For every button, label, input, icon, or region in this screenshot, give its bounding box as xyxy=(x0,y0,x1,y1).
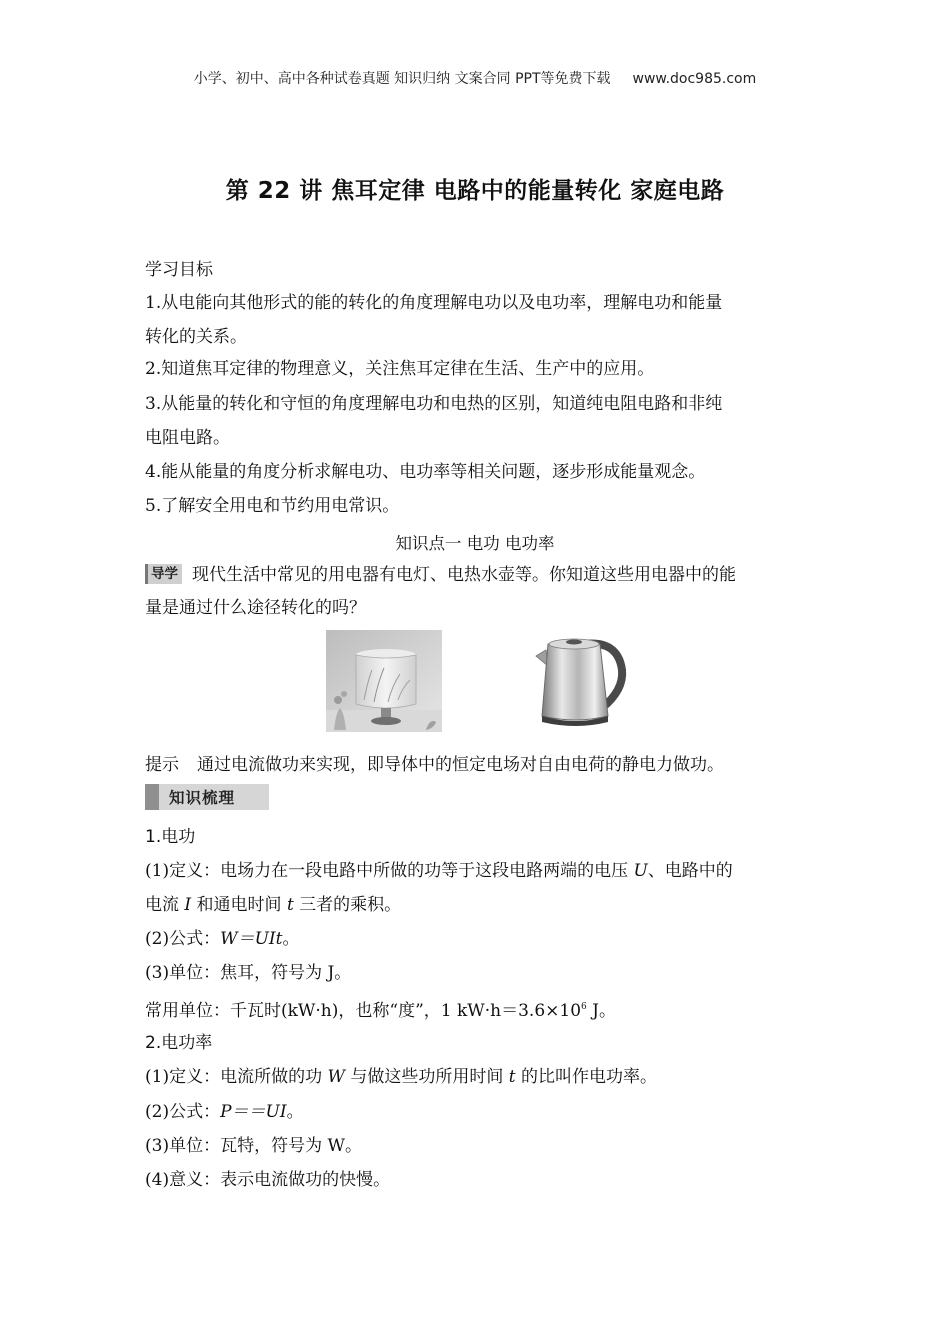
text-run: 。 xyxy=(286,1102,304,1122)
section-stripe xyxy=(145,784,159,810)
text-run: 与做这些功所用时间 xyxy=(344,1067,509,1087)
header-site[interactable]: www.doc985.com xyxy=(632,71,757,87)
objective-line: 转化的关系。 xyxy=(145,327,247,347)
var-u: U xyxy=(633,861,648,881)
guide-line-2: 量是通过什么途径转化的吗？ xyxy=(145,598,366,618)
var-t: t xyxy=(508,1067,516,1087)
text-run: (1)定义：电流所做的功 xyxy=(145,1067,328,1087)
var-w: W xyxy=(327,1067,345,1087)
text-run: 电流 xyxy=(145,895,185,915)
power-definition xyxy=(145,1065,657,1089)
guide-badge: 导学 xyxy=(145,564,182,584)
formula: P＝＝UI xyxy=(220,1102,287,1122)
work-unit: (3)单位：焦耳，符号为 J。 xyxy=(145,963,352,983)
work-common-unit xyxy=(145,995,616,1023)
power-meaning: (4)意义：表示电流做功的快慢。 xyxy=(145,1170,391,1190)
kettle-image xyxy=(526,630,630,730)
lamp-image xyxy=(326,630,442,732)
section-label: 知识梳理 xyxy=(169,789,236,807)
section-label-bar xyxy=(145,784,269,810)
power-formula xyxy=(145,1100,304,1124)
objective-line: 1.从电能向其他形式的能的转化的角度理解电功以及电功率，理解电功和能量 xyxy=(145,293,723,313)
var-i: I xyxy=(184,895,192,915)
guide-line-1 xyxy=(145,563,736,587)
guide-text: 现代生活中常见的用电器有电灯、电热水壶等。你知道这些用电器中的能 xyxy=(192,565,736,585)
objectives-heading: 学习目标 xyxy=(145,260,213,280)
work-definition-2 xyxy=(145,893,401,917)
power-heading: 2.电功率 xyxy=(145,1033,213,1053)
hint-text: 通过电流做功来实现，即导体中的恒定电场对自由电荷的静电力做功。 xyxy=(197,755,724,775)
text-run: 和通电时间 xyxy=(191,895,287,915)
work-definition-1 xyxy=(145,859,733,883)
text-run: 常用单位：千瓦时(kW·h)，也称“度”，1 kW·h＝3.6×10 xyxy=(145,1001,582,1021)
exponent: 6 xyxy=(581,1002,587,1012)
text-run: (2)公式： xyxy=(145,929,221,949)
objective-line: 电阻电路。 xyxy=(145,428,230,448)
knowledge-point-heading: 知识点一 电功 电功率 xyxy=(395,534,555,553)
power-unit: (3)单位：瓦特，符号为 W。 xyxy=(145,1136,362,1156)
hint-line xyxy=(145,750,724,775)
text-run: (1)定义：电场力在一段电路中所做的功等于这段电路两端的电压 xyxy=(145,861,634,881)
formula: W＝UIt xyxy=(220,929,283,949)
text-run: J。 xyxy=(586,1001,616,1021)
objective-line: 4.能从能量的角度分析求解电功、电功率等相关问题，逐步形成能量观念。 xyxy=(145,462,706,482)
var-t: t xyxy=(286,895,294,915)
page-header xyxy=(0,68,950,88)
text-run: 三者的乘积。 xyxy=(293,895,402,915)
hint-label: 提示 xyxy=(145,755,179,775)
objective-line: 3.从能量的转化和守恒的角度理解电功和电热的区别，知道纯电阻电路和非纯 xyxy=(145,394,723,414)
objective-line: 5.了解安全用电和节约用电常识。 xyxy=(145,496,400,516)
text-run: 的比叫作电功率。 xyxy=(515,1067,658,1087)
text-run: 、电路中的 xyxy=(647,861,733,881)
work-heading: 1.电功 xyxy=(145,827,196,847)
text-run: 。 xyxy=(282,929,300,949)
text-run: (2)公式： xyxy=(145,1102,221,1122)
objective-line: 2.知道焦耳定律的物理意义，关注焦耳定律在生活、生产中的应用。 xyxy=(145,359,655,379)
page-title: 第 22 讲 焦耳定律 电路中的能量转化 家庭电路 xyxy=(225,178,725,204)
work-formula xyxy=(145,927,299,951)
header-text: 小学、初中、高中各种试卷真题 知识归纳 文案合同 PPT等免费下载 xyxy=(193,71,611,87)
